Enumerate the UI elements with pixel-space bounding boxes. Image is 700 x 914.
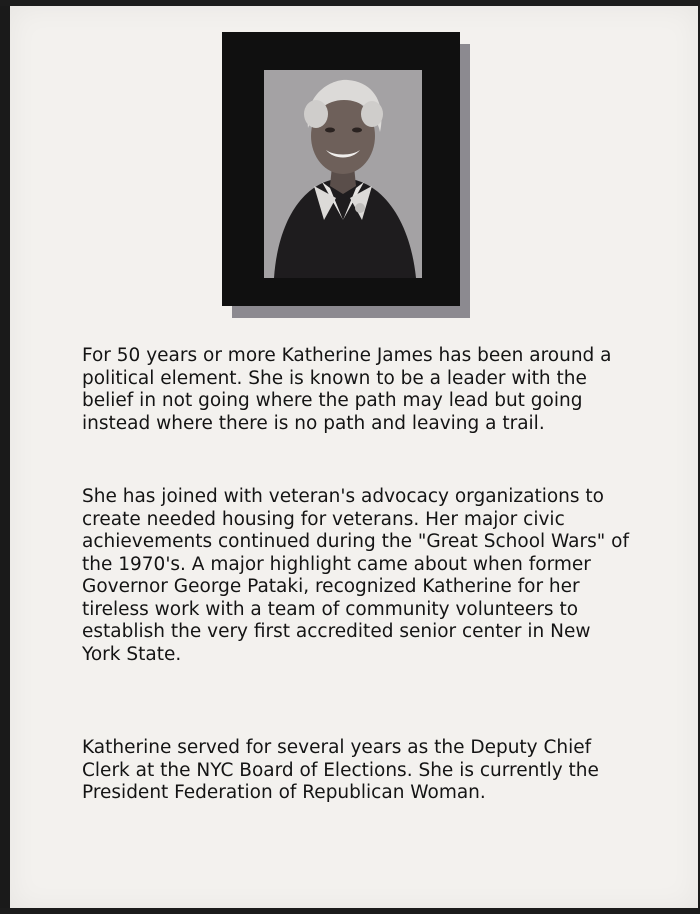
paragraph-line: belief in not going where the path may lead but going — [82, 390, 583, 411]
paragraph-line: instead where there is no path and leaving a trail. — [82, 412, 545, 434]
paragraph-line: tireless work with a team of community volunteers to — [82, 598, 579, 620]
portrait-photo — [264, 70, 422, 278]
paragraph-line: achievements continued during the "Great School Wars" of — [82, 531, 629, 552]
scan-edge-bottom — [0, 908, 700, 914]
portrait-illustration — [264, 70, 422, 278]
paragraph-line: Katherine served for several years as the Deputy Chief — [82, 737, 592, 758]
paragraph-line: the 1970's. A major highlight came about when former — [82, 553, 591, 575]
paragraph-line: President Federation of Republican Woman. — [82, 782, 486, 803]
paragraph-line: For 50 years or more Katherine James has been around a — [82, 345, 612, 366]
paragraph-line: Governor George Pataki, recognized Katherine for her — [82, 576, 580, 597]
paragraph-line: She has joined with veteran's advocacy organizations to — [82, 486, 604, 507]
paragraph-line: York State. — [82, 643, 182, 665]
paragraph-line: Clerk at the NYC Board of Elections. She is currently the — [82, 759, 599, 781]
paragraph-line: establish the very first accredited senior center in New — [82, 621, 591, 642]
paragraph-line: create needed housing for veterans. Her major civic — [82, 508, 565, 530]
paragraph-line: political element. She is known to be a leader with the — [82, 367, 587, 389]
paragraph-3 — [82, 737, 642, 805]
paragraph-1 — [82, 345, 642, 435]
paragraph-2 — [82, 486, 642, 666]
